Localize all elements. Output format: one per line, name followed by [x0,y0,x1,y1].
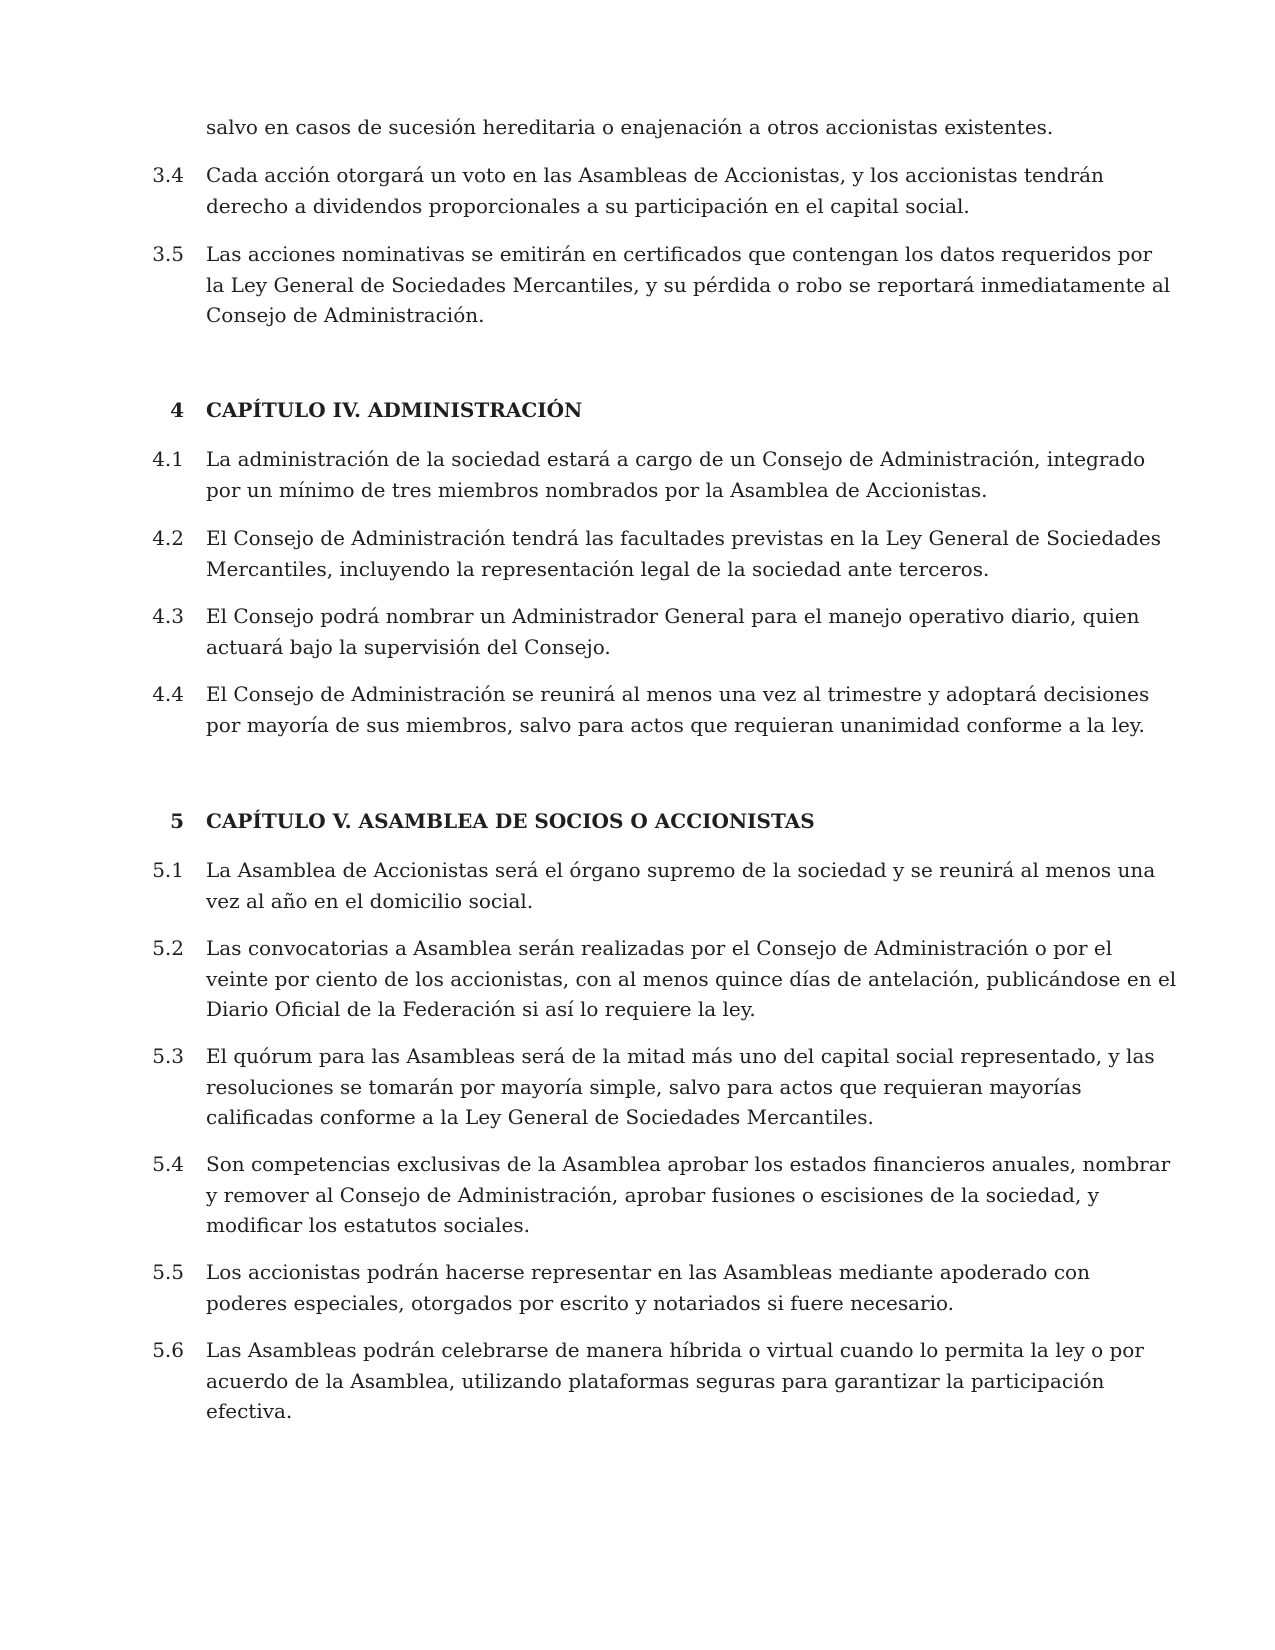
text-line: Las acciones nominativas se emitirán en certificados que contengan los datos requeridos por [206,242,1153,266]
text-line: Diario Oficial de la Federación si así lo requiere la ley. [206,997,756,1021]
chapter-number: 4 [170,398,184,422]
text-line: veinte por ciento de los accionistas, con al menos quince días de antelación, publicándose en el [206,966,1177,991]
text-line: y remover al Consejo de Administración, aprobar fusiones o escisiones de la sociedad, y [206,1182,1099,1207]
text-line: Cada acción otorgará un voto en las Asambleas de Accionistas, y los accionistas tendrán [206,163,1104,187]
text-line: Los accionistas podrán hacerse representar en las Asambleas mediante apoderado con [206,1260,1090,1284]
text-line: actuará bajo la supervisión del Consejo. [206,634,611,659]
clause-number: 5.4 [152,1152,184,1176]
chapter-heading [206,806,1136,837]
clause-number: 5.3 [152,1044,184,1068]
clause-number: 3.4 [152,163,184,187]
clause-number: 4.3 [152,604,184,628]
text-line: Son competencias exclusivas de la Asamblea aprobar los estados financieros anuales, nombrar [206,1152,1171,1176]
clause-number: 4.1 [152,447,184,471]
chapter-title: CAPÍTULO V. ASAMBLEA DE SOCIOS O ACCIONISTAS [206,809,815,833]
text-line: calificadas conforme a la Ley General de Sociedades Mercantiles. [206,1105,874,1129]
carryover-paragraph [206,112,1136,143]
clause-text [206,1335,1144,1427]
text-line: Las convocatorias a Asamblea serán realizadas por el Consejo de Administración o por el [206,936,1113,960]
clause-text [206,679,1150,740]
clause-number: 5.2 [152,936,184,960]
text-line: modificar los estatutos sociales. [206,1213,531,1237]
text-line: El Consejo de Administración se reunirá al menos una vez al trimestre y adoptará decisiones [206,682,1150,706]
chapter-title: CAPÍTULO IV. ADMINISTRACIÓN [206,398,583,422]
text-line: derecho a dividendos proporcionales a su participación en el capital social. [206,193,970,218]
text-line: Consejo de Administración. [206,303,485,327]
clause-text [206,444,1146,505]
clause-text [206,1257,1136,1318]
chapter-number: 5 [170,809,184,833]
text-line: El quórum para las Asambleas será de la mitad más uno del capital social representado, y las [206,1044,1155,1068]
text-line: por un mínimo de tres miembros nombrados por la Asamblea de Accionistas. [206,477,988,502]
clause-text [206,601,1140,662]
text-line: por mayoría de sus miembros, salvo para actos que requieran unanimidad conforme a la ley. [206,712,1145,737]
text-line: vez al año en el domicilio social. [206,888,534,913]
clause-text [206,523,1162,584]
clause-number: 4.2 [152,526,184,550]
text-line: El Consejo podrá nombrar un Administrador General para el manejo operativo diario, quien [206,604,1140,628]
clause-text [206,1041,1155,1133]
clause-text [206,1149,1171,1241]
clause-text [206,933,1177,1025]
clause-number: 4.4 [152,682,184,706]
text-line: la Ley General de Sociedades Mercantiles, y su pérdida o robo se reportará inmediatamente al [206,272,1171,297]
text-line: El Consejo de Administración tendrá las facultades previstas en la Ley General de Sociedades [206,526,1162,550]
clause-text [206,239,1171,331]
clause-number: 3.5 [152,242,184,266]
text-line: poderes especiales, otorgados por escrito y notariados si fuere necesario. [206,1290,955,1315]
clause-text [206,160,1136,221]
text-line: Las Asambleas podrán celebrarse de manera híbrida o virtual cuando lo permita la ley o por [206,1338,1144,1362]
clause-number: 5.5 [152,1260,184,1284]
clause-number: 5.1 [152,858,184,882]
clause-number: 5.6 [152,1338,184,1362]
text-line: La administración de la sociedad estará a cargo de un Consejo de Administración, integrado [206,447,1146,471]
chapter-heading [206,395,1136,426]
text-line: efectiva. [206,1399,293,1423]
clause-text [206,855,1156,916]
text-line: salvo en casos de sucesión hereditaria o enajenación a otros accionistas existentes. [206,115,1054,139]
text-line: La Asamblea de Accionistas será el órgano supremo de la sociedad y se reunirá al menos una [206,858,1156,882]
text-line: acuerdo de la Asamblea, utilizando plataformas seguras para garantizar la participación [206,1368,1105,1393]
text-line: Mercantiles, incluyendo la representación legal de la sociedad ante terceros. [206,556,990,581]
text-line: resoluciones se tomarán por mayoría simple, salvo para actos que requieran mayorías [206,1074,1082,1099]
